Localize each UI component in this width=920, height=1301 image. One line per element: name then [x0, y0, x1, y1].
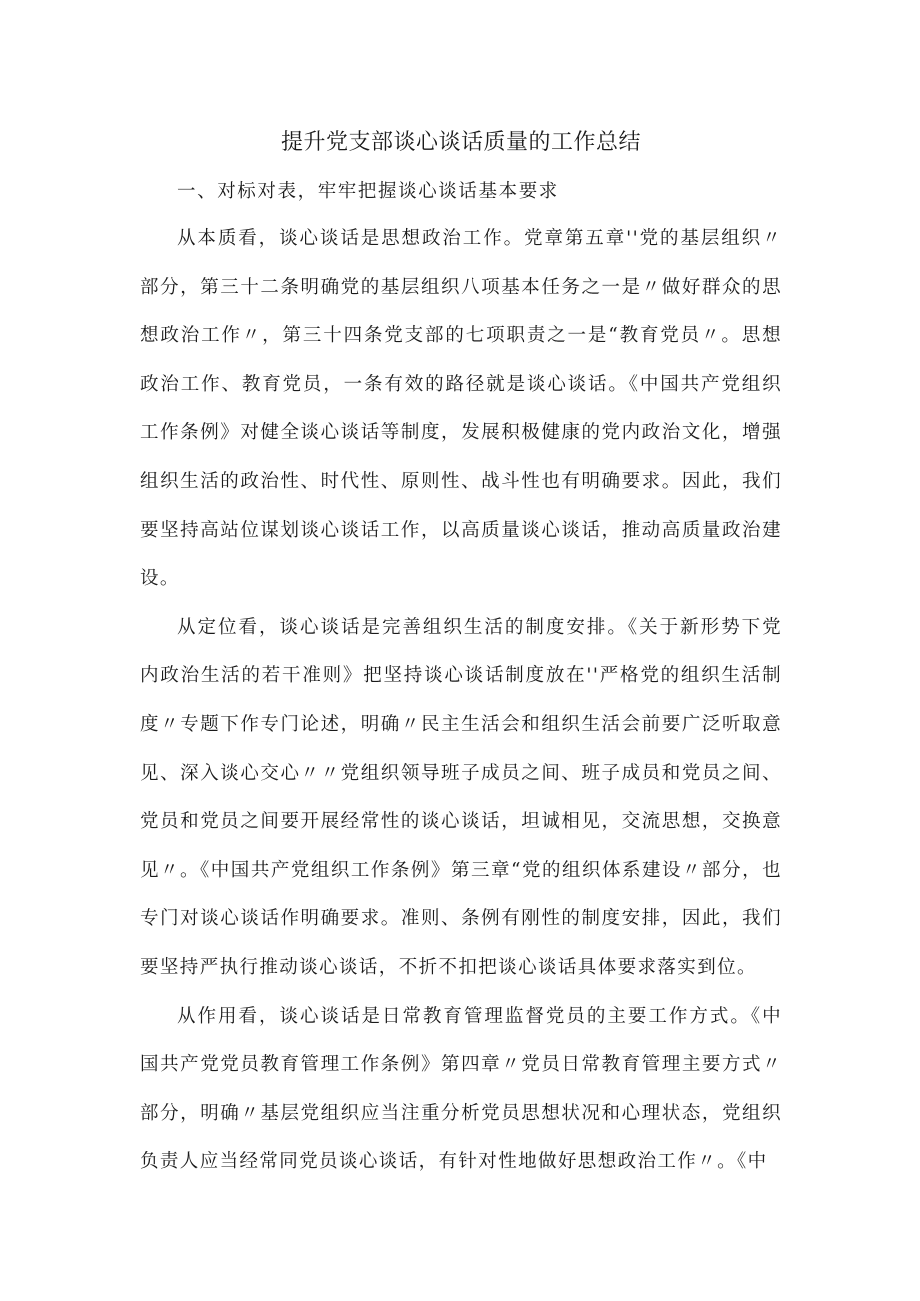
paragraph-function: 从作用看，谈心谈话是日常教育管理监督党员的主要工作方式。《中国共产党党员教育管理工作条例》第四章〃党员日常教育管理主要方式〃部分，明确〃基层党组织应当注重分析党员思想状况和心理状态，党组织负责人应当经常同党员谈心谈话，有针对性地做好思想政治工作〃。《中 — [140, 1005, 782, 1173]
document-title: 提升党支部谈心谈话质量的工作总结 — [280, 130, 641, 155]
paragraph-essence: 从本质看，谈心谈话是思想政治工作。党章第五章''党的基层组织〃部分，第三十二条明确党的基层组织八项基本任务之一是〃做好群众的思想政治工作〃，第三十四条党支部的七项职责之一是“教育党员〃。思想政治工作、教育党员，一条有效的路径就是谈心谈话。《中国共产党组织工作条例》对健全谈心谈话等制度，发展积极健康的党内政治文化，增强组织生活的政治性、时代性、原则性、战斗性也有明确要求。因此，我们要坚持高站位谋划谈心谈话工作，以高质量谈心谈话，推动高质量政治建设。 — [140, 228, 782, 590]
section-heading-1: 一、对标对表，牢牢把握谈心谈话基本要求 — [177, 181, 559, 202]
paragraph-positioning: 从定位看，谈心谈话是完善组织生活的制度安排。《关于新形势下党内政治生活的若干准则》把坚持谈心谈话制度放在''严格党的组织生活制度〃专题下作专门论述，明确〃民主生活会和组织生活会前要广泛听取意见、深入谈心交心〃〃党组织领导班子成员之间、班子成员和党员之间、党员和党员之间要开展经常性的谈心谈话，坦诚相见，交流思想，交换意见〃。《中国共产党组织工作条例》第三章“党的组织体系建设〃部分，也专门对谈心谈话作明确要求。准则、条例有刚性的制度安排，因此，我们要坚持严执行推动谈心谈话，不折不扣把谈心谈话具体要求落实到位。 — [140, 616, 782, 978]
